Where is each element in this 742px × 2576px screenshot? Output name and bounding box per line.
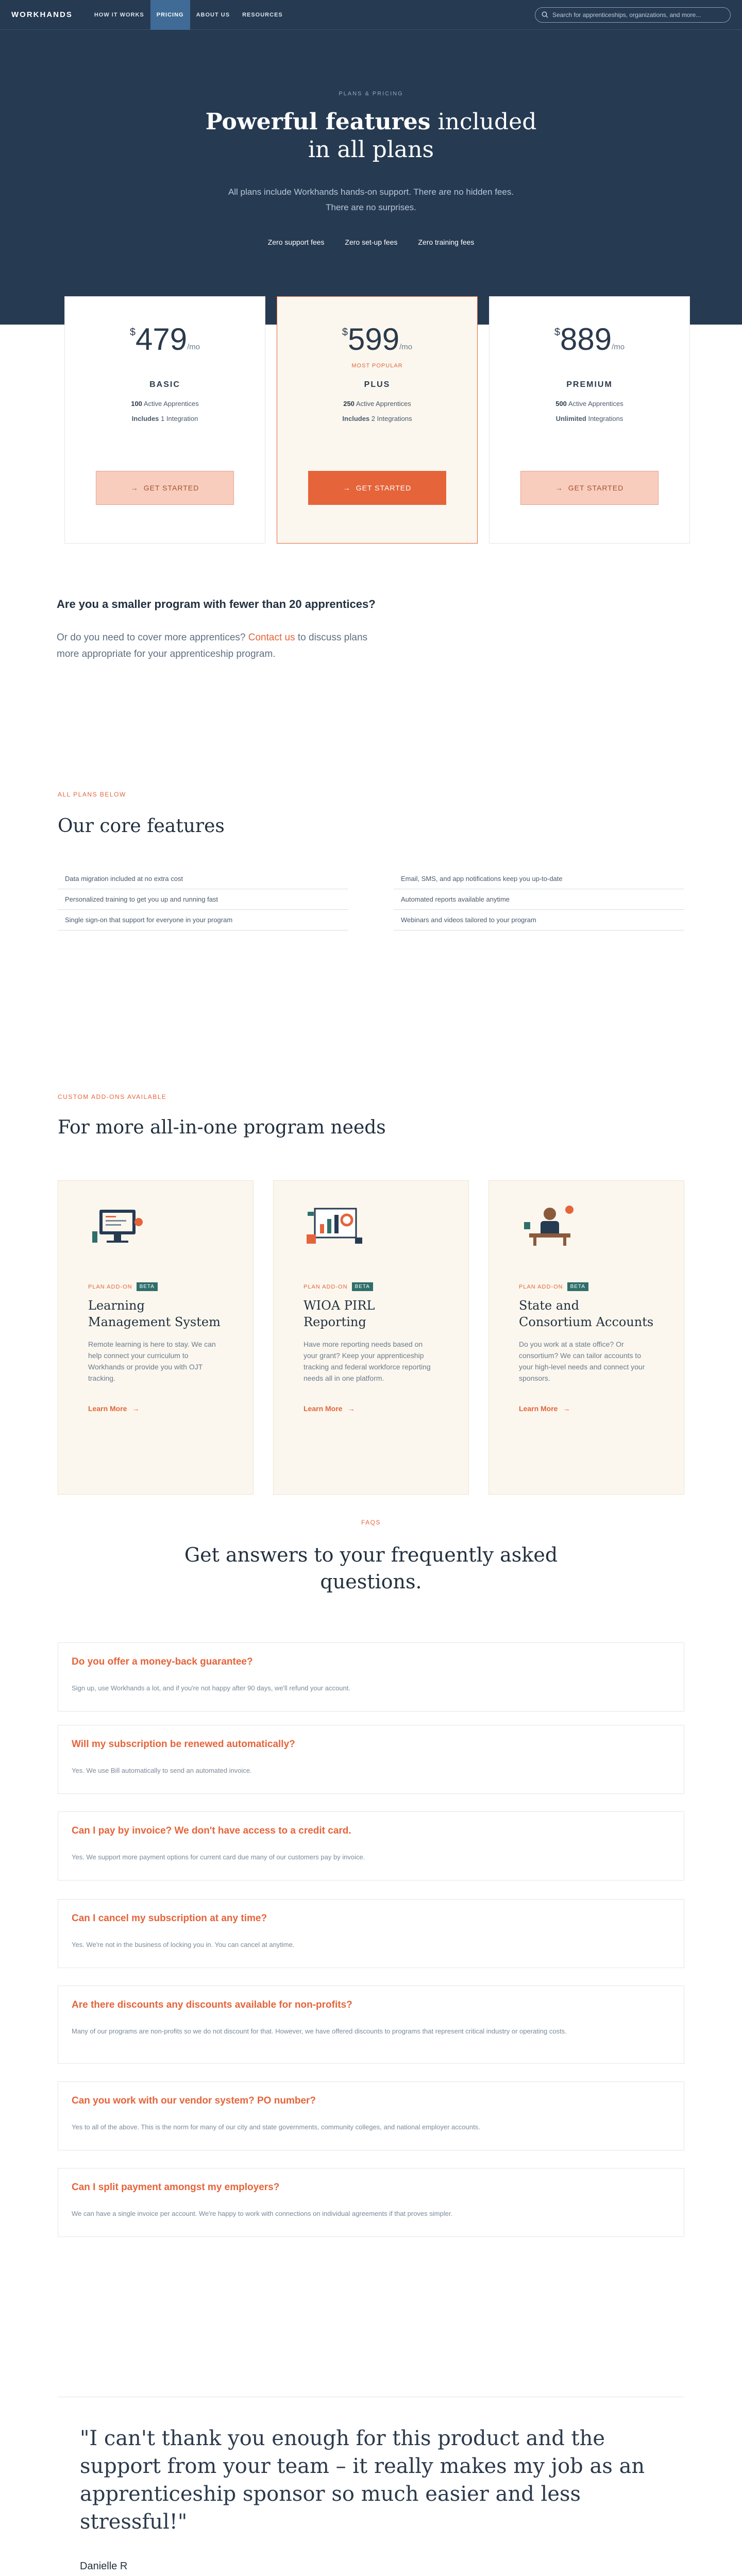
apprentices-count: 500 (555, 400, 567, 408)
plan-tier: PLUS (364, 380, 391, 389)
learn-more-label: Learn More (88, 1404, 127, 1413)
learn-more-label: Learn More (519, 1404, 558, 1413)
plan-integrations (490, 415, 689, 422)
faq-header (0, 1519, 742, 1595)
plan-price (277, 324, 477, 355)
addon-description: Remote learning is here to stay. We can help connect your curriculum to Workhands or provide you with OJT tracking. (88, 1340, 216, 1382)
plan-card-plus (277, 296, 478, 544)
zero-support-fees: Zero support fees (267, 238, 325, 246)
button-label: GET STARTED (356, 484, 412, 492)
faq-title-line1: Get answers to your frequently asked (184, 1544, 558, 1566)
learn-more-link-wioa[interactable] (303, 1404, 355, 1413)
faq-question: Can I pay by invoice? We don't have access to a credit card. (72, 1825, 351, 1836)
button-label: GET STARTED (568, 484, 624, 492)
hero-title (0, 108, 742, 164)
plan-addon-label: PLAN ADD-ON (519, 1283, 563, 1290)
plan-card-premium (489, 296, 690, 544)
faq-title (0, 1541, 742, 1595)
integrations-count: Includes (342, 415, 370, 422)
addons-eyebrow: CUSTOM ADD-ONS AVAILABLE (58, 1093, 167, 1100)
feature-item: Automated reports available anytime (394, 889, 684, 910)
faq-question: Are there discounts any discounts available for non-profits? (72, 1999, 352, 2010)
beta-badge: BETA (137, 1282, 158, 1291)
apprentices-label: Active Apprentices (143, 400, 199, 408)
smaller-program-heading: Are you a smaller program with fewer than 20 apprentices? (57, 598, 376, 611)
currency: $ (554, 327, 560, 338)
addons-section (58, 1093, 684, 1495)
core-title: Our core features (58, 816, 225, 837)
plan-price (490, 324, 689, 355)
learn-more-link-state[interactable] (519, 1404, 570, 1413)
popular-label (490, 363, 689, 369)
contact-us-link[interactable]: Contact us (248, 632, 295, 643)
faq-item[interactable] (58, 1811, 684, 1880)
arrow-right-icon: → (563, 1404, 570, 1413)
button-label: GET STARTED (143, 484, 199, 492)
get-started-button-plus[interactable] (308, 471, 446, 505)
core-eyebrow: ALL PLANS BELOW (58, 791, 126, 798)
faq-answer: Sign up, use Workhands a lot, and if you're not happy after 90 days, we'll refund your account. (72, 1684, 350, 1692)
arrow-right-icon: → (132, 1404, 140, 1413)
arrow-right-icon: → (130, 484, 139, 492)
nav-how-it-works[interactable]: HOW IT WORKS (94, 11, 144, 18)
addon-card-state (488, 1180, 684, 1495)
addon-tags (519, 1282, 654, 1291)
beta-badge: BETA (567, 1282, 588, 1291)
hero-title-bold: Powerful features (205, 109, 431, 135)
apprentices-count: 100 (131, 400, 142, 408)
core-feature-grid (58, 869, 684, 930)
plan-apprentices (277, 400, 477, 408)
top-nav (0, 0, 742, 30)
search-input[interactable] (552, 11, 724, 19)
core-feature-col-right (394, 869, 684, 930)
faq-item[interactable] (58, 2081, 684, 2150)
smaller-text-after: to discuss plans more appropriate for your apprenticeship program. (57, 632, 368, 659)
plan-apprentices (65, 400, 265, 408)
plan-addon-label: PLAN ADD-ON (88, 1283, 132, 1290)
faq-item[interactable] (58, 1899, 684, 1968)
logo[interactable]: WORKHANDS (11, 10, 73, 19)
price-amount: 889 (560, 322, 612, 357)
faq-answer: Yes. We're not in the business of locking you in. You can cancel at anytime. (72, 1941, 295, 1948)
smaller-text-before: Or do you need to cover more apprentices? (57, 632, 246, 643)
integrations-count: Unlimited (555, 415, 586, 422)
popular-label (65, 363, 265, 369)
zero-fees (0, 238, 742, 246)
testimonial-quote: "I can't thank you enough for this product and the support from your team – it really makes my job as an apprenticeship sponsor so much easier and less stressful!" (80, 2427, 645, 2534)
apprentices-count: 250 (343, 400, 355, 408)
core-features-section (58, 791, 684, 930)
testimonial-name: Danielle R (80, 2561, 128, 2572)
zero-setup-fees: Zero set-up fees (345, 238, 398, 246)
arrow-right-icon: → (343, 484, 351, 492)
hero-title-line2: in all plans (308, 137, 434, 163)
addon-cards (58, 1180, 684, 1495)
hero-eyebrow: PLANS & PRICING (339, 91, 403, 97)
official-illustration-icon (519, 1201, 581, 1248)
hero (0, 30, 742, 325)
nav-about-us[interactable]: ABOUT US (196, 11, 230, 18)
integrations-label: 1 Integration (161, 415, 198, 422)
plan-addon-label: PLAN ADD-ON (303, 1283, 348, 1290)
plan-tier: BASIC (149, 380, 180, 389)
faq-question: Will my subscription be renewed automatically? (72, 1739, 295, 1750)
currency: $ (129, 327, 136, 338)
integrations-label: 2 Integrations (371, 415, 412, 422)
faq-item[interactable] (58, 1642, 684, 1711)
learn-more-link-lms[interactable] (88, 1404, 139, 1413)
feature-item: Single sign-on that support for everyone in your program (58, 910, 348, 930)
nav-resources[interactable]: RESOURCES (242, 11, 283, 18)
computer-illustration-icon (88, 1201, 150, 1248)
apprentices-label: Active Apprentices (568, 400, 623, 408)
plan-cards (64, 296, 690, 544)
faq-answer: Yes. We support more payment options for current card due many of our customers pay by invoice. (72, 1853, 365, 1861)
addon-tags (88, 1282, 223, 1291)
feature-item: Data migration included at no extra cost (58, 869, 348, 889)
faq-question: Can I split payment amongst my employers? (72, 2182, 280, 2193)
plan-integrations (277, 415, 477, 422)
apprentices-label: Active Apprentices (356, 400, 411, 408)
faq-item[interactable] (58, 1986, 684, 2064)
hero-title-rest: included (437, 109, 537, 135)
feature-item: Webinars and videos tailored to your program (394, 910, 684, 930)
faq-answer: We can have a single invoice per account. We're happy to work with connections on individual agreements if that proves simpler. (72, 2210, 453, 2217)
testimonial (80, 2425, 662, 2576)
get-started-button-basic[interactable] (96, 471, 234, 505)
addon-description: Have more reporting needs based on your grant? Keep your apprenticeship tracking and federal workforce reporting needs all in one platform. (303, 1340, 431, 1382)
faq-title-line2: questions. (320, 1570, 422, 1593)
addon-tags (303, 1282, 439, 1291)
addon-title: State and Consortium Accounts (519, 1298, 654, 1329)
feature-item: Personalized training to get you up and running fast (58, 889, 348, 910)
arrow-right-icon: → (555, 484, 563, 492)
faq-answer: Yes. We use Bill automatically to send an automated invoice. (72, 1767, 252, 1774)
faq-question: Can I cancel my subscription at any time? (72, 1913, 267, 1924)
plan-apprentices (490, 400, 689, 408)
addon-description: Do you work at a state office? Or consortium? We can tailor accounts to your high-level needs and connect your sponsors. (519, 1340, 645, 1382)
plan-price (65, 324, 265, 355)
zero-training-fees: Zero training fees (418, 238, 475, 246)
popular-label: MOST POPULAR (351, 363, 403, 369)
learn-more-label: Learn More (303, 1404, 343, 1413)
faq-answer: Yes to all of the above. This is the norm for many of our city and state governments, community colleges, and national employer accounts. (72, 2123, 480, 2131)
faq-item[interactable] (58, 1725, 684, 1794)
integrations-label: Integrations (588, 415, 623, 422)
currency: $ (342, 327, 348, 338)
addon-card-wioa (273, 1180, 469, 1495)
beta-badge: BETA (352, 1282, 373, 1291)
faq-item[interactable] (58, 2168, 684, 2237)
faq-eyebrow: FAQS (361, 1519, 381, 1526)
search-box[interactable] (535, 7, 731, 23)
faq-answer: Many of our programs are non-profits so we do not discount for that. However, we have offered discounts to programs that represent critical industry or operating costs. (72, 2027, 567, 2035)
search-icon (542, 11, 548, 18)
price-amount: 479 (136, 322, 188, 357)
price-period: /mo (612, 343, 625, 351)
smaller-program-block (57, 598, 376, 663)
hero-subtitle: All plans include Workhands hands-on support. There are no hidden fees. There are no surprises. (228, 187, 514, 212)
faq-question: Do you offer a money-back guarantee? (72, 1656, 253, 1667)
arrow-right-icon: → (347, 1404, 355, 1413)
get-started-button-premium[interactable] (520, 471, 659, 505)
feature-item: Email, SMS, and app notifications keep you up-to-date (394, 869, 684, 889)
plan-card-basic (64, 296, 265, 544)
integrations-count: Includes (131, 415, 159, 422)
plan-integrations (65, 415, 265, 422)
addons-title: For more all-in-one program needs (58, 1117, 386, 1138)
addon-title: Learning Management System (88, 1298, 221, 1329)
chart-illustration-icon (303, 1201, 365, 1248)
price-period: /mo (399, 343, 413, 351)
nav-pricing[interactable]: PRICING (150, 0, 190, 30)
plan-tier: PREMIUM (566, 380, 613, 389)
addon-card-lms (58, 1180, 254, 1495)
price-amount: 599 (348, 322, 400, 357)
core-feature-col-left (58, 869, 348, 930)
nav-links (88, 0, 289, 30)
addon-title: WIOA PIRL Reporting (303, 1298, 375, 1329)
price-period: /mo (187, 343, 200, 351)
pricing-section (0, 322, 742, 721)
faq-question: Can you work with our vendor system? PO number? (72, 2095, 316, 2106)
smaller-program-text (57, 630, 376, 663)
